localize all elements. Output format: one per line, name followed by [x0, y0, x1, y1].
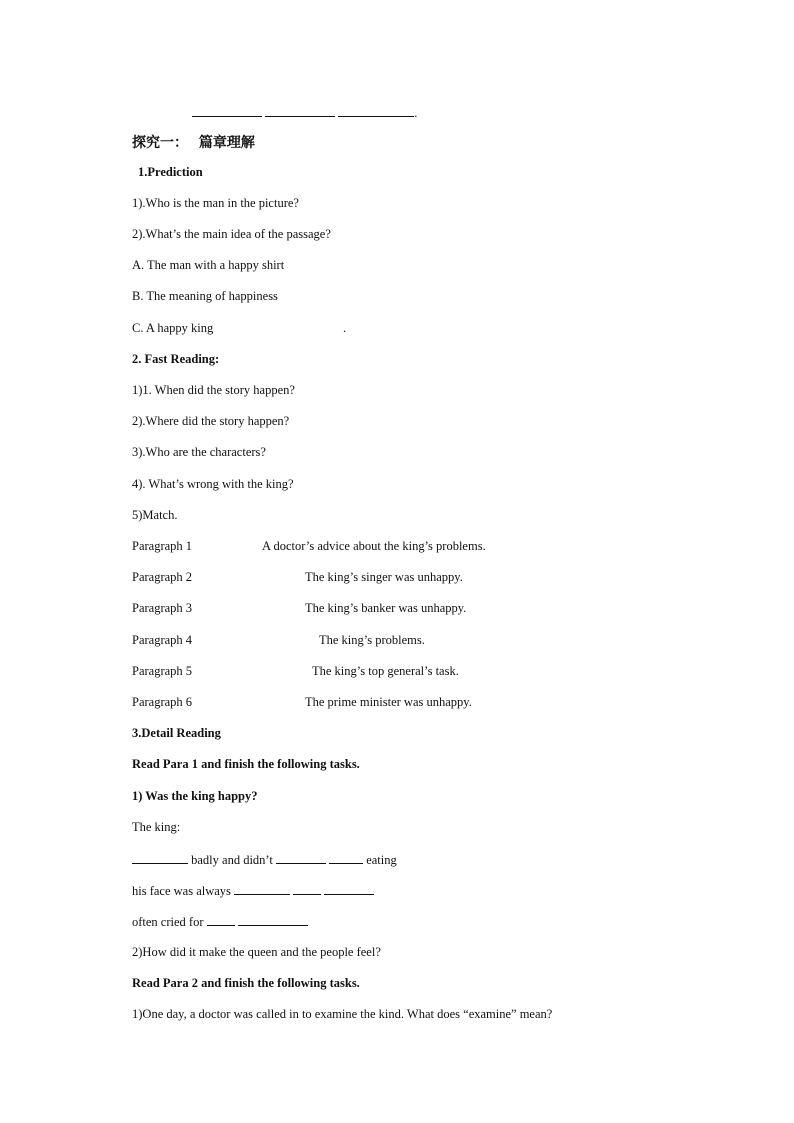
fast-q4: 4). What’s wrong with the king?: [132, 477, 294, 491]
match-paragraph: Paragraph 2: [132, 570, 193, 584]
blank: [329, 851, 363, 864]
blank: [276, 851, 326, 864]
fast-q5: 5)Match.: [132, 508, 178, 522]
blank: [238, 913, 308, 926]
match-paragraph: Paragraph 5: [132, 664, 193, 678]
match-description: The king’s banker was unhappy.: [305, 601, 467, 615]
match-paragraph: Paragraph 4: [132, 633, 193, 647]
match-description: The king’s top general’s task.: [312, 664, 459, 678]
prediction-option-b: B. The meaning of happiness: [132, 289, 278, 303]
fill-line-1-text-a: badly and didn’t: [191, 853, 273, 867]
section-number: 探究一：: [132, 135, 188, 151]
fast-q1: 1)1. When did the story happen?: [132, 383, 295, 397]
prediction-option-c-dot: .: [343, 321, 347, 335]
prediction-q1: 1).Who is the man in the picture?: [132, 196, 299, 210]
top-blank-line: [192, 104, 417, 121]
prediction-heading: 1.Prediction: [138, 165, 203, 179]
blank: [132, 851, 188, 864]
fill-line-1: [132, 851, 397, 868]
para2-q1: 1)One day, a doctor was called in to examine the kind. What does “examine” mean?: [132, 1007, 553, 1021]
match-description: The king’s problems.: [319, 633, 425, 647]
fill-line-2: [132, 882, 374, 899]
blank: [207, 913, 235, 926]
blank: [234, 882, 290, 895]
detail-q2: 2)How did it make the queen and the people feel?: [132, 945, 381, 959]
detail-q1: 1) Was the king happy?: [132, 789, 258, 803]
blank: [324, 882, 374, 895]
match-description: The prime minister was unhappy.: [305, 695, 472, 709]
match-paragraph: Paragraph 1: [132, 539, 193, 553]
blank: [338, 104, 414, 117]
top-period: .: [414, 106, 418, 120]
fast-q3: 3).Who are the characters?: [132, 445, 266, 459]
para2-task: Read Para 2 and finish the following tasks.: [132, 976, 360, 990]
fill-line-2-text-a: his face was always: [132, 884, 231, 898]
match-paragraph: Paragraph 3: [132, 601, 193, 615]
match-paragraph: Paragraph 6: [132, 695, 193, 709]
fast-reading-heading: 2. Fast Reading:: [132, 352, 220, 366]
fill-line-3: [132, 913, 308, 930]
prediction-q2: 2).What’s the main idea of the passage?: [132, 227, 331, 241]
fast-q2: 2).Where did the story happen?: [132, 414, 290, 428]
match-description: The king’s singer was unhappy.: [305, 570, 463, 584]
blank: [192, 104, 262, 117]
prediction-option-a: A. The man with a happy shirt: [132, 258, 285, 272]
para1-task: Read Para 1 and finish the following tasks.: [132, 757, 360, 771]
fill-line-3-text-a: often cried for: [132, 915, 204, 929]
prediction-option-c: C. A happy king: [132, 321, 214, 335]
section-heading: [132, 132, 255, 152]
match-description: A doctor’s advice about the king’s problems.: [262, 539, 486, 553]
fill-line-1-text-b: eating: [366, 853, 397, 867]
the-king-label: The king:: [132, 820, 181, 834]
section-title: 篇章理解: [198, 135, 255, 151]
blank: [265, 104, 335, 117]
blank: [293, 882, 321, 895]
detail-reading-heading: 3.Detail Reading: [132, 726, 221, 740]
